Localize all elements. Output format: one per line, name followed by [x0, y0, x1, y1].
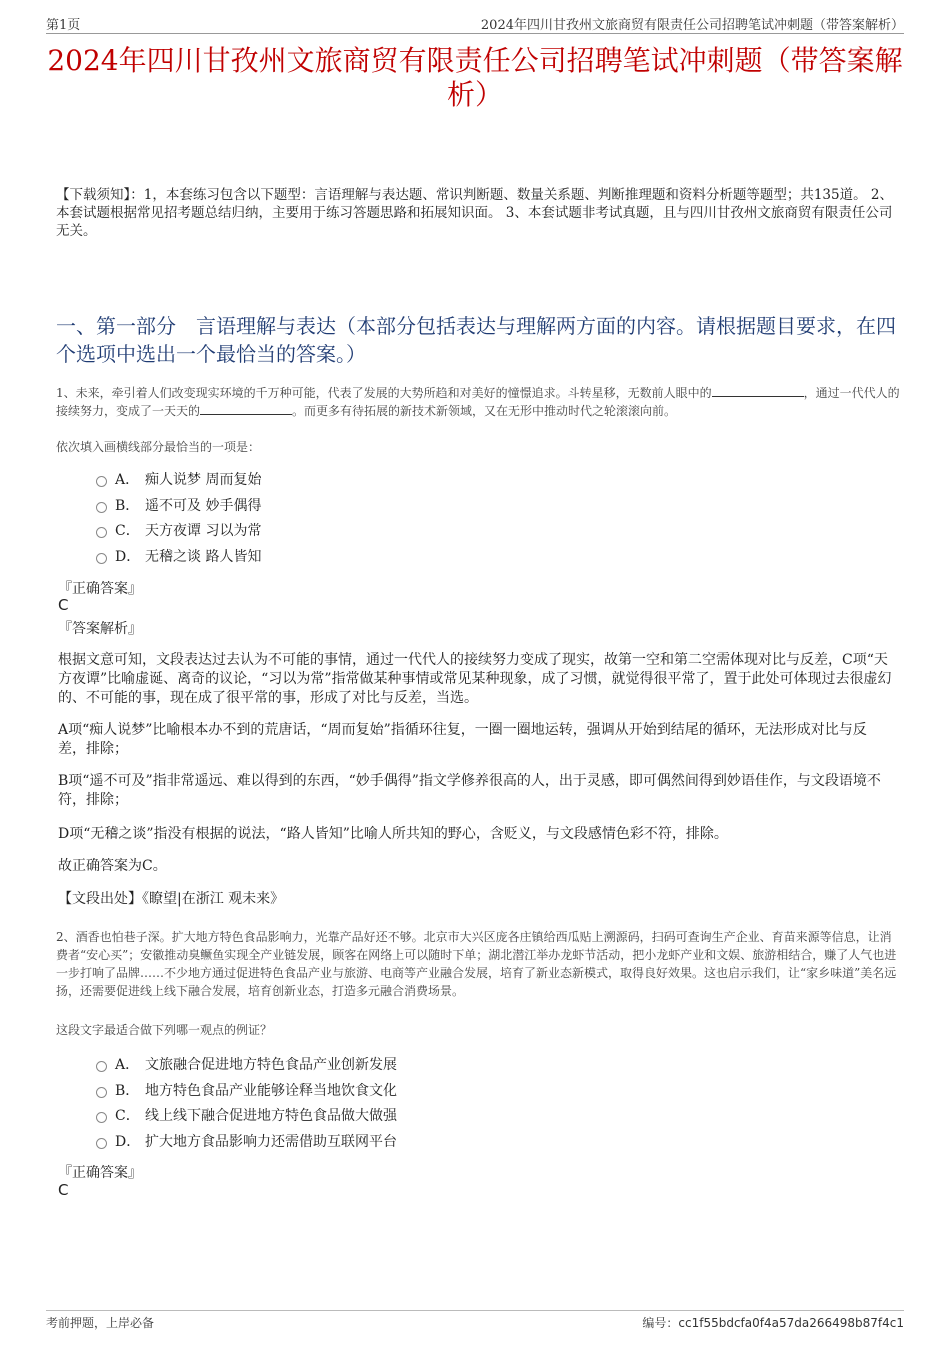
analysis-paragraph: A项“痴人说梦”比喻根本办不到的荒唐话，“周而复始”指循环往复，一圈一圈地运转，强调从开始到结尾的循环，无法形成对比与反差，排除；: [58, 722, 867, 757]
section-heading: 一、第一部分 言语理解与表达（本部分包括表达与理解两方面的内容。请根据题目要求，在四个选项中选出一个最恰当的答案。）: [56, 314, 896, 366]
radio-icon[interactable]: [96, 476, 107, 487]
question-2-text: 2、酒香也怕巷子深。扩大地方特色食品影响力，光靠产品好还不够。北京市大兴区庞各庄镇给西瓜贴上溯源码，扫码可查询生产企业、育苗来源等信息，让消费者“安心买”；安徽推动臭鳜鱼实现全产业链发展，顾客在网络上可以随时下单；湖北潜江举办龙虾节活动，把小龙虾产业和文娱、旅游相结合，赚了人气也进一步打响了品牌……不少地方通过促进特色食品产业与旅游、电商等产业融合发展，培育了新业态新模式，取得良好效果。这也启示我们，让“家乡味道”美名远扬，还需要促进线上线下融合发展，培育创新业态，打造多元融合消费场景。: [56, 930, 897, 998]
correct-answer: C: [58, 1181, 69, 1199]
radio-icon[interactable]: [96, 553, 107, 564]
radio-icon[interactable]: [96, 502, 107, 513]
option-c[interactable]: C． 线上线下融合促进地方特色食品做大做强: [96, 1104, 397, 1130]
radio-icon[interactable]: [96, 527, 107, 538]
question-2-options: [96, 1053, 397, 1155]
analysis-paragraph: 根据文意可知，文段表达过去认为不可能的事情，通过一代代人的接续努力变成了现实，故第一空和第二空需体现对比与反差，C项“天方夜谭”比喻虚诞、离奇的议论，“习以为常”指常做某种事情或常见某种现象，成了习惯，就觉得很平常了，置于此处可体现过去很虚幻的、不可能的事，现在成了很平常的事，形成了对比与反差，当选。: [58, 652, 892, 706]
question-1-options: [96, 468, 261, 570]
footer-code: 编号：cc1f55bdcfa0f4a57da266498b87f4c1: [642, 1316, 904, 1330]
option-c[interactable]: C． 天方夜谭 习以为常: [96, 519, 261, 545]
header-divider: [46, 33, 904, 34]
analysis-label: 『答案解析』: [58, 621, 142, 637]
page-number: 第1页: [46, 18, 81, 33]
footer-slogan: 考前押题，上岸必备: [46, 1316, 155, 1330]
header-doc-title: 2024年四川甘孜州文旅商贸有限责任公司招聘笔试冲刺题（带答案解析）: [480, 18, 904, 33]
radio-icon[interactable]: [96, 1087, 107, 1098]
correct-answer-label: 『正确答案』: [58, 581, 142, 597]
analysis-paragraph: B项“遥不可及”指非常遥远、难以得到的东西，“妙手偶得”指文学修养很高的人，出于灵感，即可偶然间得到妙语佳作，与文段语境不符，排除；: [58, 773, 881, 808]
passage-source: 【文段出处】《瞭望|在浙江 观未来》: [58, 891, 285, 907]
correct-answer-label: 『正确答案』: [58, 1165, 142, 1181]
answer-blank-1: [712, 384, 804, 397]
option-a[interactable]: A． 文旅融合促进地方特色食品产业创新发展: [96, 1053, 397, 1079]
analysis-paragraph: D项“无稽之谈”指没有根据的说法，“路人皆知”比喻人所共知的野心，含贬义，与文段感情色彩不符，排除。: [58, 826, 728, 842]
answer-blank-2: [200, 402, 292, 415]
page-title: 2024年四川甘孜州文旅商贸有限责任公司招聘笔试冲刺题（带答案解析）: [47, 44, 903, 111]
question-1-stem: 依次填入画横线部分最恰当的一项是：: [56, 440, 261, 454]
radio-icon[interactable]: [96, 1061, 107, 1072]
analysis-conclusion: 故正确答案为C。: [58, 858, 167, 874]
correct-answer: C: [58, 596, 69, 614]
footer-divider: [46, 1310, 904, 1311]
question-1-text: 1、未来，牵引着人们改变现实环境的千万种可能，代表了发展的大势所趋和对美好的憧憬追求。斗转星移，无数前人眼中的 ，通过一代代人的接续努力，变成了一天天的 。而更多有待拓展的新技术新领域，又在无形中推动时代之轮滚滚向前。: [56, 386, 900, 418]
radio-icon[interactable]: [96, 1112, 107, 1123]
page-header: [46, 14, 904, 34]
question-2-stem: 这段文字最适合做下列哪一观点的例证？: [56, 1023, 273, 1037]
download-notice: 【下载须知】：1，本套练习包含以下题型：言语理解与表达题、常识判断题、数量关系题、判断推理题和资料分析题等题型；共135道。 2、本套试题根据常见招考题总结归纳，主要用于练习答题思路和拓展知识面。 3、本套试题非考试真题，且与四川甘孜州文旅商贸有限责任公司无关。: [56, 187, 893, 239]
option-b[interactable]: B． 遥不可及 妙手偶得: [96, 494, 261, 520]
option-b[interactable]: B． 地方特色食品产业能够诠释当地饮食文化: [96, 1079, 397, 1105]
option-d[interactable]: D． 无稽之谈 路人皆知: [96, 545, 261, 571]
radio-icon[interactable]: [96, 1138, 107, 1149]
option-d[interactable]: D． 扩大地方食品影响力还需借助互联网平台: [96, 1130, 397, 1156]
option-a[interactable]: A． 痴人说梦 周而复始: [96, 468, 261, 494]
